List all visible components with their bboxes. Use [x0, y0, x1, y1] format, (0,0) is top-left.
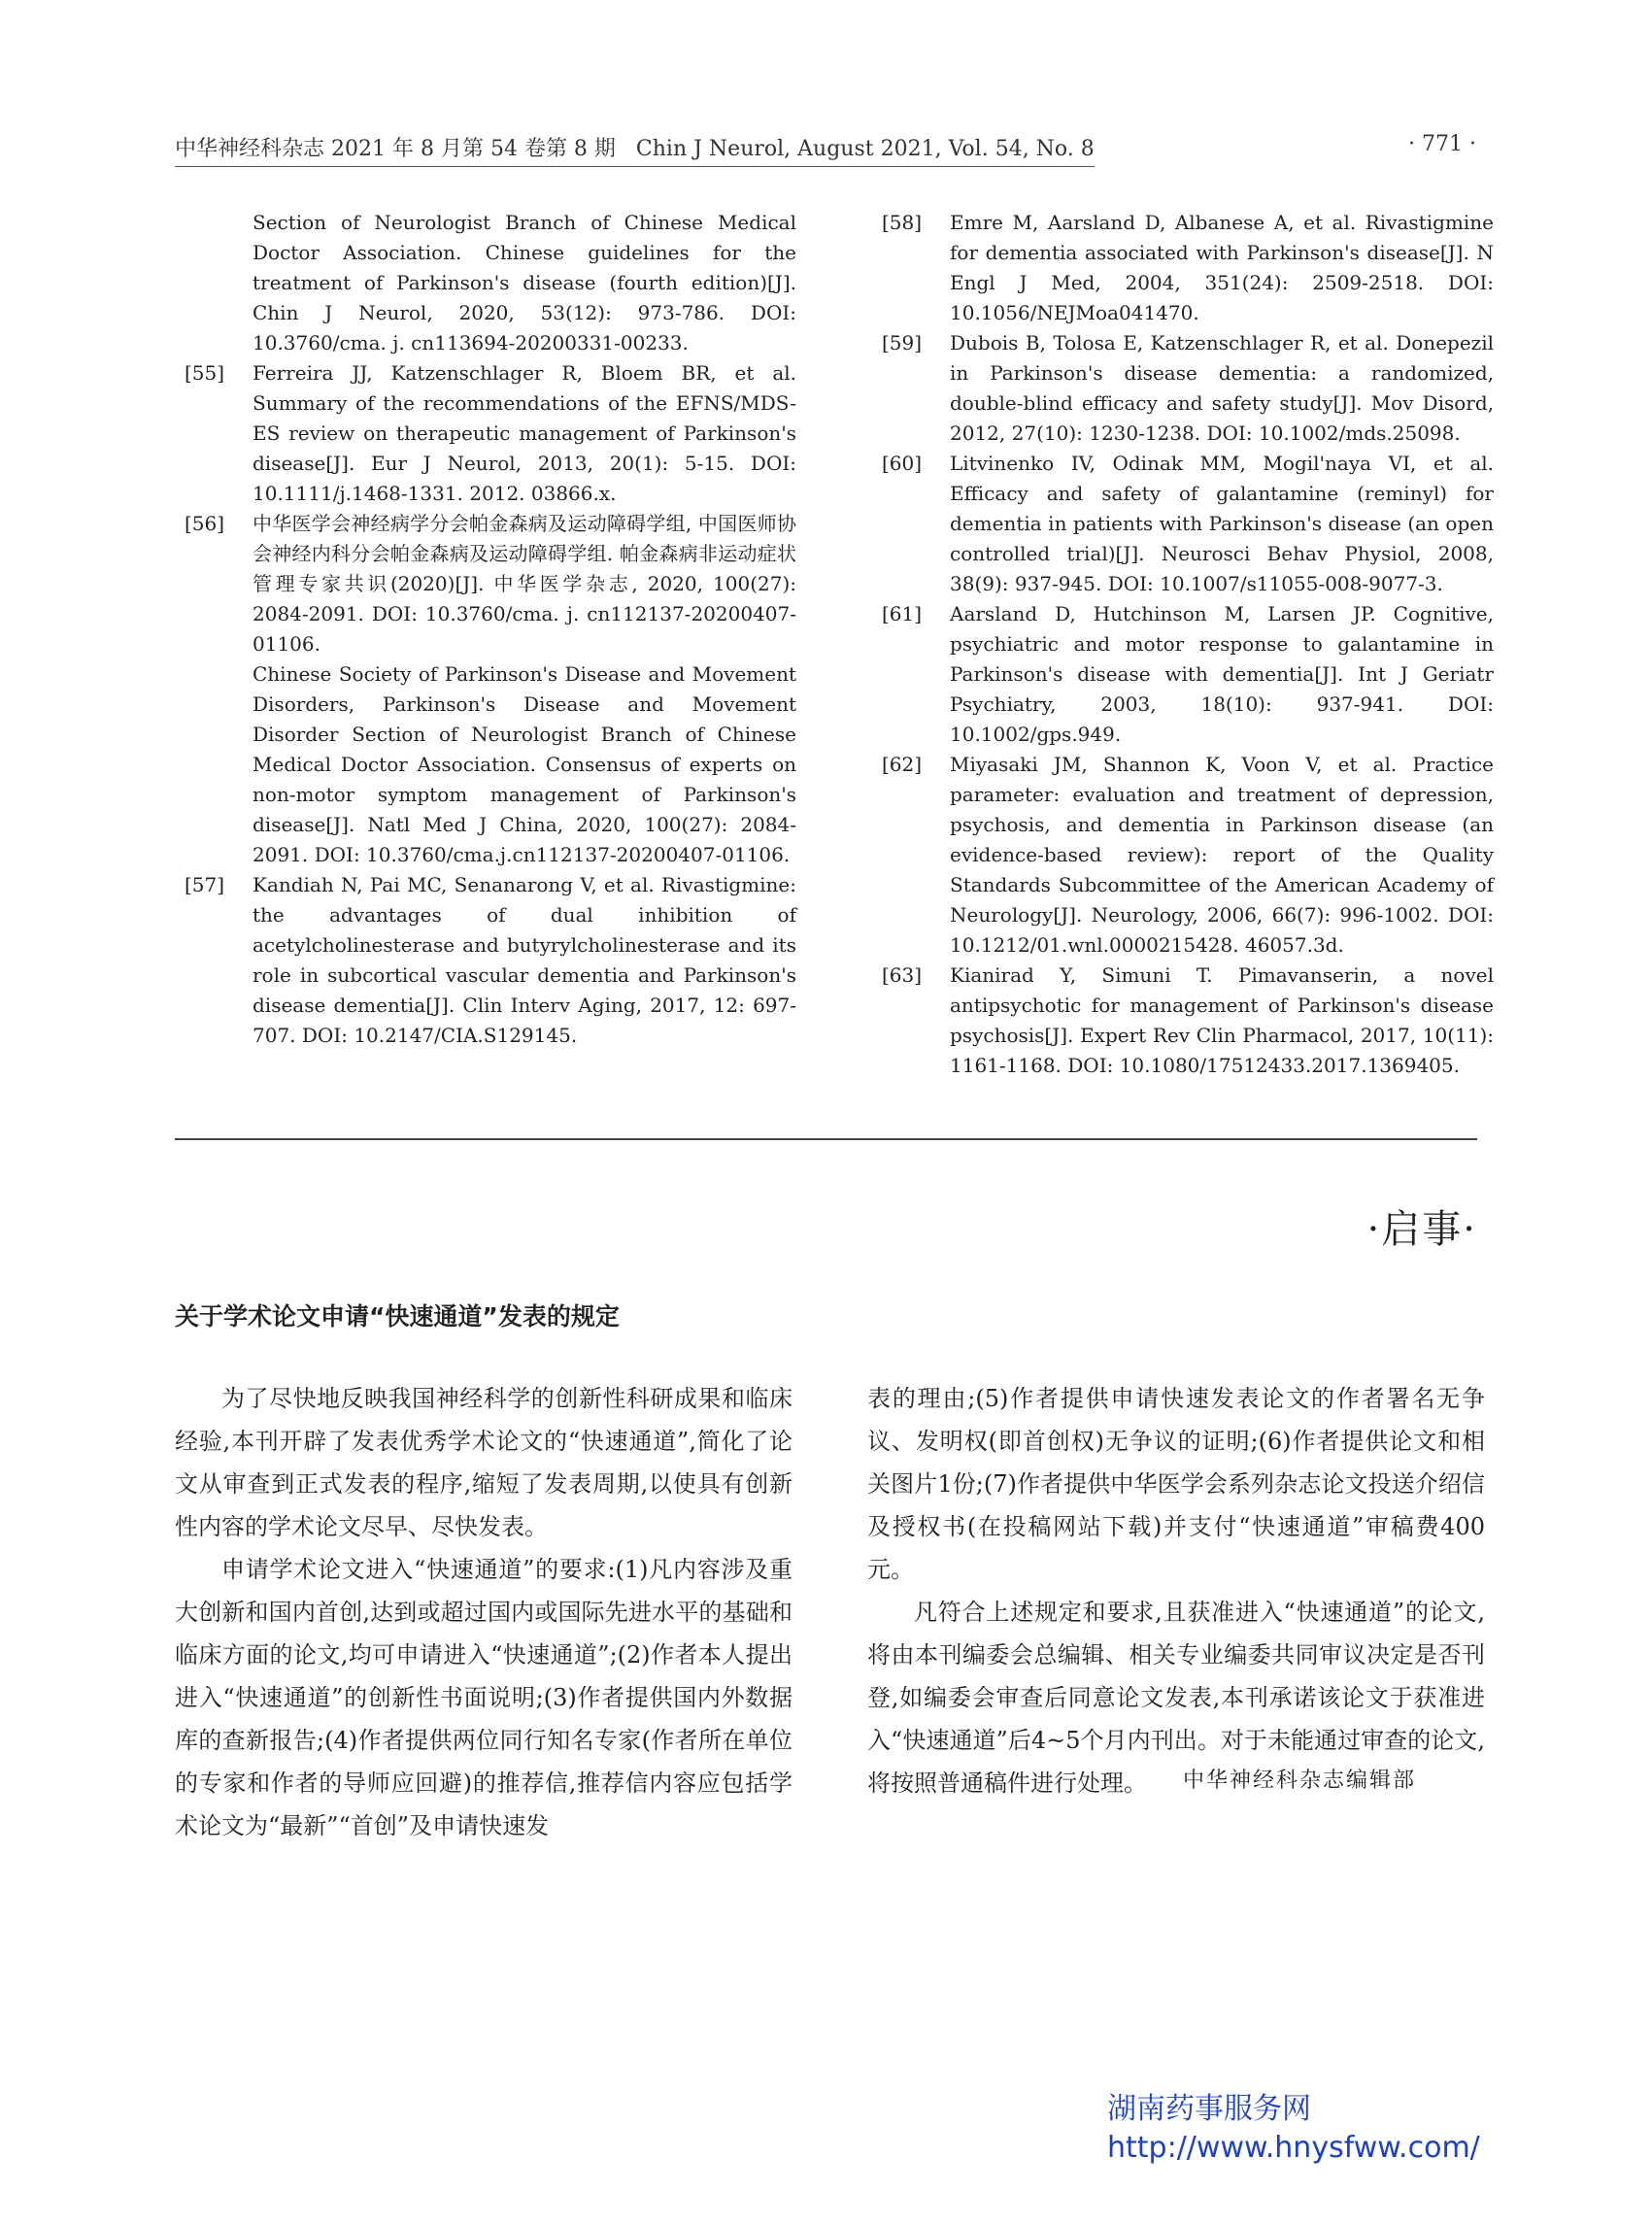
reference-item [872, 449, 1494, 599]
reference-number: [62] [882, 753, 923, 776]
reference-text: Chinese Society of Parkinson's Disease and Movement Disorders, Parkinson's Disease and Movement Disorder Section of Neurologist Branch of Chinese Medical Doctor Association. Consensus of experts on non-motor symptom management of Parkinson's disease[J]. Natl Med J China, 2020, 100(27): 2084-2091. DOI: 10.3760/cma.j.cn112137-20200407-01106. [253, 662, 796, 866]
notice-article-title: 关于学术论文申请“快速通道”发表的规定 [175, 1302, 620, 1331]
reference-item [175, 208, 796, 358]
reference-text: Section of Neurologist Branch of Chinese Medical Doctor Association. Chinese guidelines for the treatment of Parkinson's disease (fourth edition)[J]. Chin J Neurol, 2020, 53(12): 973-786. DOI: 10.3760/cma. j. cn113694-20200331-00233. [253, 211, 796, 354]
notice-signature: 中华神经科杂志编辑部 [1183, 1769, 1417, 1793]
reference-text: Aarsland D, Hutchinson M, Larsen JP. Cognitive, psychiatric and motor response to galantamine in Parkinson's disease with dementia[J]. Int J Geriatr Psychiatry, 2003, 18(10): 937-941. DOI: 10.1002/gps.949. [950, 602, 1494, 746]
reference-item [872, 599, 1494, 750]
running-header [175, 132, 1476, 165]
reference-text: Litvinenko IV, Odinak MM, Mogil'naya VI, et al. Efficacy and safety of galantamine (reminyl) for dementia in patients with Parkinson's disease (an open controlled trial)[J]. Neurosci Behav Physiol, 2008, 38(9): 937-945. DOI: 10.1007/s11055-008-9077-3. [950, 452, 1494, 595]
reference-item [872, 208, 1494, 328]
notice-paragraph: 申请学术论文进入“快速通道”的要求:(1)凡内容涉及重大创新和国内首创,达到或超过国内或国际先进水平的基础和临床方面的论文,均可申请进入“快速通道”;(2)作者本人提出进入“快速通道”的创新性书面说明;(3)作者提供国内外数据库的查新报告;(4)作者提供两位同行知名专家(作者所在单位的专家和作者的导师应回避)的推荐信,推荐信内容应包括学术论文为“最新”“首创”及申请快速发 [175, 1556, 792, 1839]
reference-item [175, 509, 796, 659]
references-left-column [175, 208, 796, 1051]
watermark-name: 湖南药事服务网 [1107, 2092, 1311, 2126]
reference-text: 中华医学会神经病学分会帕金森病及运动障碍学组, 中国医师协会神经内科分会帕金森病及运动障碍学组. 帕金森病非运动症状管理专家共识(2020)[J]. 中华医学杂志, 2020, 100(27): 2084-2091. DOI: 10.3760/cma. j. cn112137-20200407-01106. [253, 512, 796, 656]
reference-number: [61] [882, 602, 923, 625]
reference-number: [57] [185, 873, 225, 896]
notice-paragraph: 凡符合上述规定和要求,且获准进入“快速通道”的论文,将由本刊编委会总编辑、相关专业编委共同审议决定是否刊登,如编委会审查后同意论文发表,本刊承诺该论文于获准进入“快速通道”后4~5个月内刊出。对于未能通过审查的论文,将按照普通稿件进行处理。 [867, 1599, 1485, 1797]
watermark-url[interactable]: http://www.hnysfww.com/ [1107, 2131, 1480, 2165]
reference-text: Ferreira JJ, Katzenschlager R, Bloem BR, et al. Summary of the recommendations of the EFNS/MDS-ES review on therapeutic management of Parkinson's disease[J]. Eur J Neurol, 2013, 20(1): 5-15. DOI: 10.1111/j.1468-1331. 2012. 03866.x. [253, 361, 796, 505]
reference-number: [63] [882, 963, 923, 987]
journal-en: Chin J Neurol, August 2021, Vol. 54, No. 8 [635, 137, 1095, 161]
reference-number: [58] [882, 211, 923, 234]
reference-item [175, 659, 796, 870]
reference-text: Miyasaki JM, Shannon K, Voon V, et al. Practice parameter: evaluation and treatment of depression, psychosis, and dementia in Parkinson disease (an evidence-based review): report of the Quality Standards Subcommittee of the American Academy of Neurology[J]. Neurology, 2006, 66(7): 996-1002. DOI: 10.1212/01.wnl.0000215428. 46057.3d. [950, 753, 1494, 957]
reference-number: [60] [882, 452, 923, 475]
reference-text: Emre M, Aarsland D, Albanese A, et al. Rivastigmine for dementia associated with Parkinson's disease[J]. N Engl J Med, 2004, 351(24): 2509-2518. DOI: 10.1056/NEJMoa041470. [950, 211, 1494, 324]
reference-text: Kianirad Y, Simuni T. Pimavanserin, a novel antipsychotic for management of Parkinson's disease psychosis[J]. Expert Rev Clin Pharmacol, 2017, 10(11): 1161-1168. DOI: 10.1080/17512433.2017.1369405. [950, 963, 1494, 1077]
reference-number: [59] [882, 331, 923, 354]
notice-text-left-column [175, 1377, 792, 1847]
reference-item [175, 358, 796, 509]
reference-text: Dubois B, Tolosa E, Katzenschlager R, et al. Donepezil in Parkinson's disease dementia: a randomized, double-blind efficacy and safety study[J]. Mov Disord, 2012, 27(10): 1230-1238. DOI: 10.1002/mds.25098. [950, 331, 1494, 445]
section-divider [175, 1138, 1477, 1140]
site-watermark [1107, 2090, 1480, 2168]
reference-item [872, 961, 1494, 1081]
reference-number: [55] [185, 361, 225, 385]
notice-paragraph: 表的理由;(5)作者提供申请快速发表论文的作者署名无争议、发明权(即首创权)无争议的证明;(6)作者提供论文和相关图片1份;(7)作者提供中华医学会系列杂志论文投送介绍信及授权书(在投稿网站下载)并支付“快速通道”审稿费400元。 [867, 1385, 1485, 1583]
reference-item [872, 750, 1494, 961]
reference-item [175, 870, 796, 1051]
journal-cn: 中华神经科杂志 2021 年 8 月第 54 卷第 8 期 [175, 137, 616, 161]
notice-text-right-column [867, 1377, 1485, 1804]
notice-section-title: ·启事· [1366, 1207, 1477, 1252]
notice-paragraph: 为了尽快地反映我国神经科学的创新性科研成果和临床经验,本刊开辟了发表优秀学术论文的“快速通道”,简化了论文从审查到正式发表的程序,缩短了发表周期,以使具有创新性内容的学术论文尽早、尽快发表。 [175, 1385, 792, 1540]
reference-text: Kandiah N, Pai MC, Senanarong V, et al. Rivastigmine: the advantages of dual inhibition of acetylcholinesterase and butyrylcholinesterase and its role in subcortical vascular dementia and Parkinson's disease dementia[J]. Clin Interv Aging, 2017, 12: 697-707. DOI: 10.2147/CIA.S129145. [253, 873, 796, 1047]
references-right-column [872, 208, 1494, 1081]
reference-item [872, 328, 1494, 449]
reference-number: [56] [185, 512, 225, 535]
journal-citation [175, 132, 1095, 167]
page-number: · 771 · [1408, 132, 1476, 156]
